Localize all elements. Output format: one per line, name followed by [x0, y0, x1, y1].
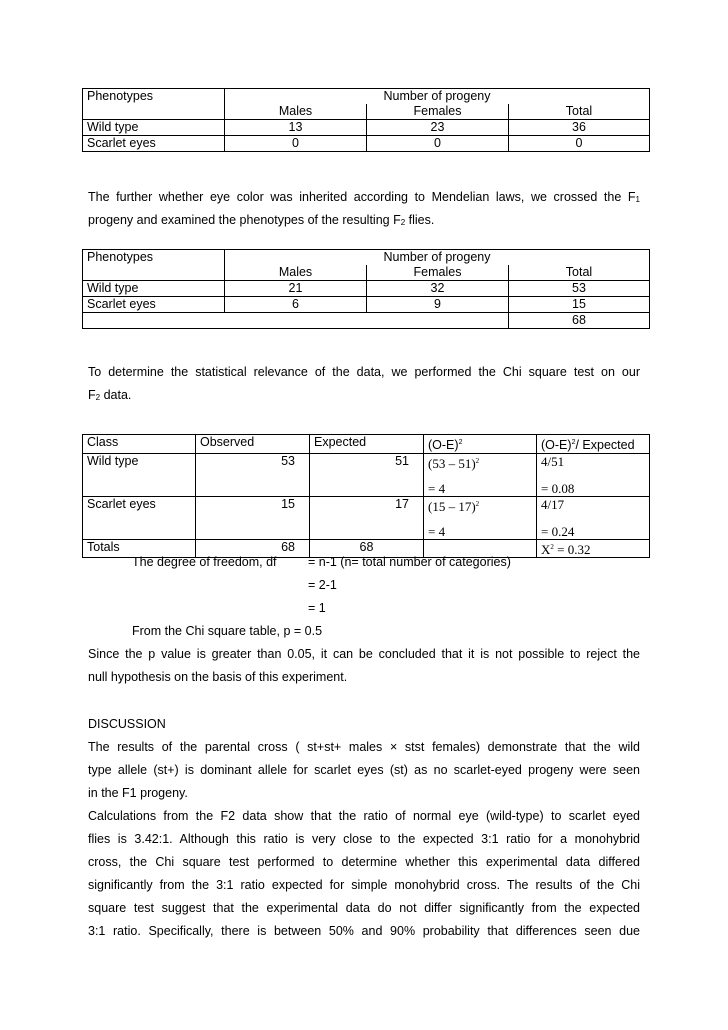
- discussion-p2-line2: flies is 3.42:1. Although this ratio is very close to the expected 3:1 ratio for a monohybrid: [88, 832, 640, 846]
- col-observed: Observed: [196, 435, 310, 454]
- col-total: Total: [509, 104, 650, 120]
- col-females: Females: [367, 265, 509, 281]
- col-total: Total: [509, 265, 650, 281]
- discussion-p2-line3: cross, the Chi square test performed to determine whether this experimental data differed: [88, 855, 640, 869]
- table-row: Scarlet eyes 0 0 0: [83, 136, 650, 152]
- table-row: Scarlet eyes 6 9 15: [83, 297, 650, 313]
- col-males: Males: [225, 104, 367, 120]
- col-expected: Expected: [310, 435, 424, 454]
- discussion-p1-line1: The results of the parental cross ( st+st+ males × stst females) demonstrate that the wild: [88, 740, 640, 754]
- table-row: Wild type 21 32 53: [83, 281, 650, 297]
- discussion-p2-line4: significantly from the 3:1 ratio expected for simple monohybrid cross. The results of the Chi: [88, 878, 640, 892]
- df-line1: = n-1 (n= total number of categories): [308, 555, 511, 569]
- conclusion-line2: null hypothesis on the basis of this experiment.: [88, 670, 348, 684]
- table-row-totals: Totals 68 68 $X^2 = 0.32$: [83, 540, 650, 558]
- table-row-grand-total: 68: [83, 313, 650, 329]
- discussion-p1-line3: in the F1 progeny.: [88, 786, 188, 800]
- chi-square-table: [82, 434, 650, 558]
- table-header-phenotypes: Phenotypes: [83, 250, 225, 266]
- col-oe: $(O-E)^2$: [424, 435, 537, 454]
- discussion-p2-line6: 3:1 ratio. Specifically, there is between 50% and 90% probability that differences seen due: [88, 924, 640, 938]
- table-header-progeny: Number of progeny: [225, 250, 650, 266]
- table-row: Wild type 53 51 (53 – 51)$^2$ = 4 4/51 = 0.08: [83, 454, 650, 497]
- discussion-p2-line1: Calculations from the F2 data show that the ratio of normal eye (wild-type) to scarlet eyed: [88, 809, 640, 823]
- col-males: Males: [225, 265, 367, 281]
- f1-progeny-table: [82, 88, 650, 152]
- df-line3: = 1: [308, 601, 326, 615]
- f2-progeny-table: [82, 249, 650, 329]
- chi-square-value: $X^2 = 0.32$: [537, 540, 650, 558]
- table-header-phenotypes: Phenotypes: [83, 89, 225, 105]
- table-header-progeny: Number of progeny: [225, 89, 650, 105]
- col-class: Class: [83, 435, 196, 454]
- paragraph-f1-line1: The further whether eye color was inherited according to Mendelian laws, we crossed the $F_1$: [88, 190, 640, 204]
- paragraph-f1-line2: progeny and examined the phenotypes of the resulting $F_2$ flies.: [88, 213, 435, 227]
- discussion-heading: DISCUSSION: [88, 717, 166, 731]
- paragraph-chi-line2: $F_2$ data.: [88, 388, 132, 402]
- col-females: Females: [367, 104, 509, 120]
- discussion-p2-line5: square test suggest that the experimental data do not differ significantly from the expected: [88, 901, 640, 915]
- df-line2: = 2-1: [308, 578, 337, 592]
- paragraph-chi-line1: To determine the statistical relevance of the data, we performed the Chi square test on our: [88, 365, 640, 379]
- table-row: Scarlet eyes 15 17 (15 – 17)$^2$ = 4 4/17 = 0.24: [83, 497, 650, 540]
- conclusion-line1: Since the p value is greater than 0.05, it can be concluded that it is not possible to reject the: [88, 647, 640, 661]
- df-label: The degree of freedom, df: [132, 555, 277, 569]
- col-oe-expected: $(O-E)^2/$ Expected: [537, 435, 650, 454]
- chi-table-p-value: From the Chi square table, p = 0.5: [132, 624, 323, 638]
- discussion-p1-line2: type allele (st+) is dominant allele for scarlet eyes (st) as no scarlet-eyed progeny were seen: [88, 763, 640, 777]
- table-row: Wild type 13 23 36: [83, 120, 650, 136]
